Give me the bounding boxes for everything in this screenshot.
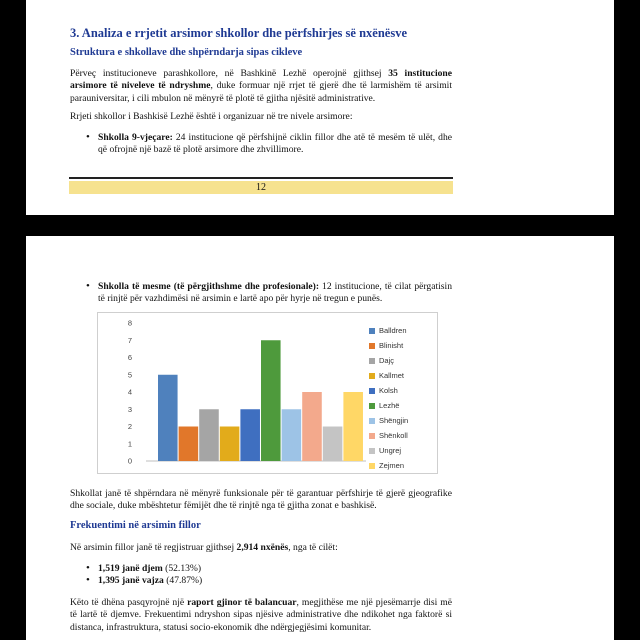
bullet-dot: • — [86, 131, 90, 143]
bold-run: 35 institucione arsimore të niveleve të ndryshme — [70, 68, 452, 92]
y-tick-label: 3 — [127, 404, 132, 414]
y-tick-label: 1 — [127, 439, 132, 449]
legend-item — [369, 338, 408, 353]
legend-swatch — [369, 373, 375, 379]
section-heading: 3. Analiza e rrjetit arsimor shkollor dhe përfshirjes së nxënësve — [70, 26, 407, 40]
legend-item — [369, 368, 408, 383]
legend-item — [369, 443, 408, 458]
bar-kolsh — [240, 409, 260, 461]
levels-paragraph: Rrjeti shkollor i Bashkisë Lezhë është i organizuar në tre nivele arsimore: — [70, 111, 353, 122]
legend-swatch — [369, 448, 375, 454]
schools-bar-chart — [97, 312, 438, 474]
text-run: 24 institucione që përfshijnë ciklin fillor dhe atë të mesëm të ulët, dhe që ofrojnë një bazë të plotë arsimore dhe zhvillimore. — [98, 132, 452, 156]
text-run: (52.13%) — [162, 563, 202, 574]
bar-lezhë — [261, 340, 281, 461]
legend-label: Shënkoll — [379, 431, 408, 440]
y-tick-label: 0 — [127, 456, 132, 466]
text-run: Përveç institucioneve parashkollore, në Bashkinë Lezhë operojnë gjithsej — [70, 68, 389, 79]
text-run: , nga të cilët: — [288, 542, 338, 553]
legend-swatch — [369, 403, 375, 409]
text-run: Në arsimin fillor janë të regjistruar gjithsej — [70, 542, 237, 553]
footer-bar — [69, 181, 453, 194]
bullet-dot: • — [86, 562, 90, 574]
bullet-dot: • — [86, 280, 90, 292]
bold-run: 2,914 nxënës — [236, 542, 289, 553]
intro-paragraph — [70, 68, 452, 105]
page-number: 12 — [256, 182, 266, 193]
list-item-girls — [98, 575, 202, 587]
bar-shëngjin — [282, 409, 302, 461]
bullet-dot: • — [86, 574, 90, 586]
legend-label: Shëngjin — [379, 416, 409, 425]
balance-paragraph — [70, 597, 452, 634]
bar-balldren — [158, 375, 178, 461]
y-tick-label: 6 — [127, 353, 132, 362]
text-run: Këto të dhëna pasqyrojnë një — [70, 597, 188, 608]
legend-item — [369, 383, 408, 398]
distribution-paragraph: Shkollat janë të shpërndara në mënyrë funksionale për të garantuar përfshirje të gjerë gjeografike dhe sociale, duke mbështetur fëmijët dhe të rinjtë nga të gjitha zonat e bashkisë. — [70, 488, 452, 512]
y-tick-label: 7 — [127, 335, 132, 345]
legend-label: Balldren — [379, 326, 407, 335]
bar-blinisht — [179, 427, 199, 462]
bold-run: Shkolla të mesme (të përgjithshme dhe profesionale): — [98, 281, 320, 292]
y-tick-label: 2 — [127, 422, 132, 431]
list-item-boys — [98, 563, 201, 575]
legend-label: Lezhë — [379, 401, 400, 410]
bullet-9-vjecare — [98, 132, 452, 157]
legend-label: Kolsh — [379, 386, 398, 395]
legend-label: Ungrej — [379, 446, 402, 455]
document-page-2 — [26, 236, 614, 640]
chart-legend — [369, 323, 408, 473]
legend-label: Dajç — [379, 356, 395, 365]
bar-kallmet — [220, 427, 240, 462]
legend-swatch — [369, 388, 375, 394]
legend-label: Zejmen — [379, 461, 405, 470]
text-run: (47.87%) — [163, 575, 203, 586]
bar-zejmen — [343, 392, 363, 461]
legend-item — [369, 353, 408, 368]
legend-label: Blinisht — [379, 341, 404, 350]
bar-shënkoll — [302, 392, 322, 461]
bullet-shkolla-mesme — [98, 281, 452, 306]
legend-item — [369, 458, 408, 473]
footer-rule — [69, 177, 453, 179]
legend-item — [369, 413, 408, 428]
legend-swatch — [369, 433, 375, 439]
section-subheading-2: Frekuentimi në arsimin fillor — [70, 520, 201, 531]
bar-dajç — [199, 409, 219, 461]
legend-label: Kallmet — [379, 371, 405, 380]
legend-swatch — [369, 328, 375, 334]
bold-run: Shkolla 9-vjeçare: — [98, 132, 173, 143]
bar-ungrej — [323, 427, 343, 462]
y-tick-label: 4 — [127, 387, 132, 397]
y-tick-label: 8 — [127, 318, 132, 328]
document-page-1 — [26, 0, 614, 215]
section-subheading: Struktura e shkollave dhe shpërndarja sipas cikleve — [70, 47, 303, 58]
legend-swatch — [369, 358, 375, 364]
legend-item — [369, 398, 408, 413]
legend-swatch — [369, 418, 375, 424]
legend-swatch — [369, 343, 375, 349]
text-run: 12 institucione, të cilat përgatisin të rinjtë për vazhdimësi në arsimin e lartë apo për hyrje në tregun e punës. — [98, 281, 452, 305]
text-run: , duke formuar një rrjet të gjerë dhe të larmishëm të arsimit parauniversitar, i cili mbulon në mënyrë të plotë të gjitha njësitë administrative. — [70, 80, 452, 104]
legend-item — [369, 323, 408, 338]
legend-swatch — [369, 463, 375, 469]
text-run: , megjithëse me një pjesëmarrje disi më të lartë të djemve. Frekuentimi ndryshon sipas njësive administrative dhe ndikohet nga faktorë si distanca, infrastruktura, statusi socio-ekonomik dhe ndërgjegjësimi komunitar. — [70, 597, 452, 633]
y-tick-label: 5 — [127, 370, 132, 380]
bold-run: raport gjinor të balancuar — [187, 597, 297, 608]
legend-item — [369, 428, 408, 443]
bold-run: 1,395 janë vajza — [98, 575, 164, 586]
enrolment-paragraph — [70, 542, 452, 554]
bold-run: 1,519 janë djem — [98, 563, 163, 574]
